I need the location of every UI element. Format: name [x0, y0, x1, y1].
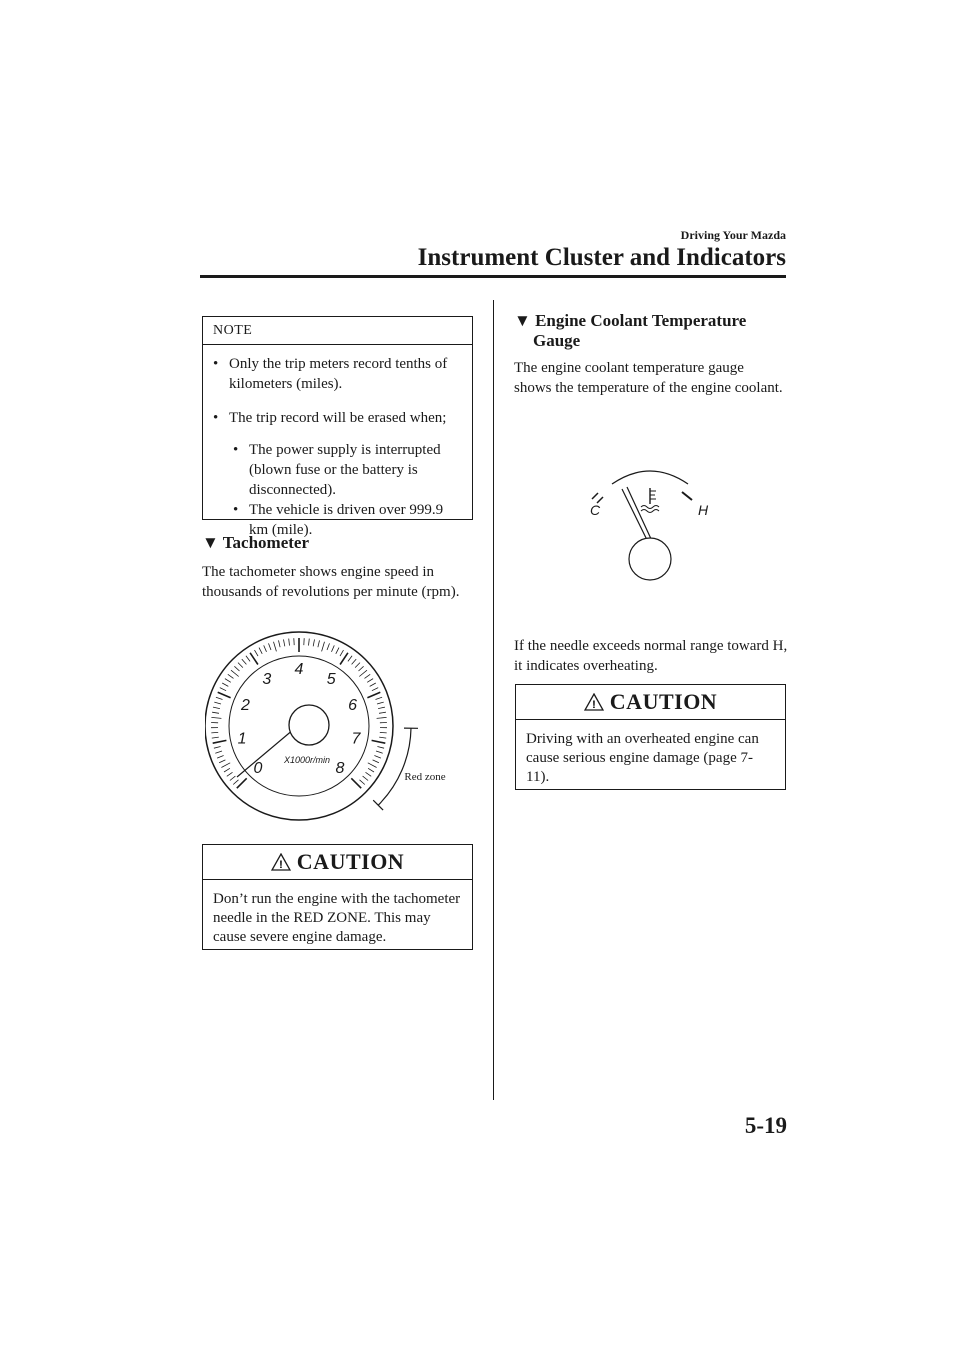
bullet-mark: •	[213, 356, 219, 372]
tachometer-tick	[214, 702, 221, 704]
tachometer-number: 1	[237, 730, 247, 748]
tachometer-heading-text: Tachometer	[222, 533, 310, 552]
section-label: Driving Your Mazda	[680, 228, 786, 242]
caution-box	[202, 844, 473, 950]
tachometer-tick	[230, 776, 236, 780]
warning-symbol: !	[591, 699, 596, 711]
tachometer-tick	[318, 640, 320, 647]
tachometer-tick	[211, 717, 221, 718]
hot-tick	[682, 492, 692, 500]
tachometer-tick	[227, 772, 233, 776]
caution-text: Driving with an overheated engine can cause serious engine damage (page 7-11).	[526, 731, 759, 785]
tachometer-tick	[340, 650, 344, 656]
note-subitem-text: The vehicle is driven over 999.9 km (mile).	[249, 502, 444, 538]
note-item	[203, 408, 466, 428]
tachometer-tick	[216, 697, 223, 699]
warning-triangle-icon	[584, 693, 604, 711]
tachometer-tick	[234, 666, 239, 671]
tachometer-tick	[359, 666, 364, 671]
note-item-text: Only the trip meters record tenths of kilometers (miles).	[229, 356, 448, 392]
tachometer-tick	[379, 712, 386, 713]
tachometer-tick	[336, 648, 339, 654]
hot-label: H	[698, 502, 709, 518]
tachometer-tick	[378, 707, 385, 709]
tachometer-number: 3	[262, 670, 272, 688]
tachometer-tick	[213, 740, 227, 743]
sub-bullet-mark: •	[233, 442, 239, 458]
tachometer-tick	[367, 692, 380, 697]
tachometer-tick	[377, 747, 384, 749]
tachometer-tick	[225, 679, 231, 683]
caution-header	[203, 845, 472, 880]
tachometer-tick	[348, 656, 352, 662]
tachometer-tick	[289, 639, 290, 646]
coolant-needle	[622, 489, 648, 542]
coolant-needle	[627, 487, 652, 541]
tachometer-tick	[264, 645, 267, 651]
tachometer-tick	[212, 737, 219, 738]
tachometer-tick	[214, 747, 221, 749]
cold-label: C	[590, 502, 601, 518]
tachometer-tick	[366, 772, 372, 776]
tachometer-number: 4	[294, 661, 304, 678]
tachometer-number: 8	[335, 760, 345, 777]
tachometer-tick	[309, 639, 310, 646]
overheat-text: If the needle exceeds normal range toward H, it indicates overheating.	[514, 638, 788, 674]
coolant-heading	[514, 311, 774, 351]
tachometer-tick	[218, 692, 231, 697]
bullet-mark: •	[213, 410, 219, 426]
tachometer-tick	[212, 712, 219, 713]
tachometer-tick	[279, 640, 281, 647]
tachometer-tick	[368, 768, 374, 772]
tachometer-number: 5	[326, 670, 336, 688]
coolant-gauge-arc	[612, 471, 688, 484]
tachometer-tick	[380, 732, 387, 733]
tachometer-tick	[355, 663, 360, 668]
caution-header	[516, 685, 785, 720]
tachometer-illustration	[205, 630, 475, 830]
column-divider	[493, 300, 494, 1100]
tachometer-tick	[219, 760, 225, 763]
tachometer-tick	[255, 650, 259, 656]
tachometer-heading	[202, 533, 309, 553]
coolant-description: The engine coolant temperature gauge shows the temperature of the engine coolant.	[514, 360, 783, 396]
note-subitem	[203, 440, 466, 500]
tachometer-tick	[372, 688, 378, 691]
warning-triangle-icon	[271, 853, 291, 871]
caution-title: CAUTION	[609, 689, 718, 714]
tachometer-number: 6	[348, 696, 358, 714]
section-marker-icon: ▼	[202, 533, 219, 552]
tachometer-tick	[246, 656, 250, 662]
tachometer-tick	[322, 642, 325, 652]
tachometer-tick	[377, 717, 387, 718]
warning-symbol: !	[278, 859, 283, 871]
tachometer-number: 0	[253, 760, 263, 777]
caution-text: Don’t run the engine with the tachometer needle in the RED ZONE. This may cause severe engine damage.	[213, 891, 461, 945]
header-rule	[200, 275, 786, 278]
tachometer-tick	[231, 670, 239, 676]
page-title: Instrument Cluster and Indicators	[417, 244, 786, 271]
tachometer-tick	[222, 683, 228, 686]
coolant-gauge-hub	[629, 538, 671, 580]
tachometer-tick	[360, 780, 365, 785]
tachometer-tick	[377, 702, 384, 704]
tachometer-tick	[221, 763, 230, 768]
note-title: NOTE	[203, 317, 472, 345]
tachometer-tick	[217, 756, 224, 759]
note-item	[203, 354, 466, 394]
tachometer-tick	[211, 732, 218, 733]
coolant-temperature-icon	[641, 488, 659, 513]
note-subitem-text: The power supply is interrupted (blown fuse or the battery is disconnected).	[249, 442, 441, 498]
cold-tick	[592, 493, 598, 499]
tachometer-tick	[359, 670, 367, 676]
coolant-gauge-illustration	[570, 462, 730, 587]
tachometer-unit-label: X1000r/min	[283, 755, 331, 765]
tachometer-tick	[363, 776, 369, 780]
tachometer-tick	[376, 751, 383, 753]
coolant-heading-line2: Gauge	[533, 331, 581, 350]
tachometer-tick	[352, 659, 357, 664]
coolant-heading-line1: Engine Coolant Temperature	[535, 311, 747, 330]
tachometer-tick	[367, 679, 373, 683]
note-item-text: The trip record will be erased when;	[229, 410, 447, 426]
tachometer-tick	[370, 683, 376, 686]
tachometer-tick	[368, 763, 377, 768]
section-marker-icon: ▼	[514, 311, 531, 330]
tachometer-tick	[233, 780, 238, 785]
tachometer-tick	[365, 674, 371, 678]
caution-title: CAUTION	[296, 849, 405, 874]
sub-bullet-mark: •	[233, 502, 239, 518]
tachometer-number: 2	[240, 696, 250, 714]
tachometer-tick	[238, 663, 243, 668]
note-body	[203, 345, 472, 540]
tachometer-tick	[215, 751, 222, 753]
tachometer-tick	[259, 648, 262, 654]
note-box	[202, 316, 473, 538]
tachometer-tick	[376, 697, 383, 699]
red-zone-label: Red zone	[404, 771, 446, 783]
tachometer-tick	[372, 740, 386, 743]
tachometer-description: The tachometer shows engine speed in thousands of revolutions per minute (rpm).	[202, 564, 460, 600]
tachometer-tick	[284, 639, 285, 646]
tachometer-tick	[274, 642, 277, 652]
tachometer-hub	[289, 705, 329, 745]
tachometer-tick	[228, 674, 234, 678]
page-number: 5-19	[744, 1113, 787, 1138]
tachometer-tick	[332, 645, 335, 651]
tachometer-number: 7	[351, 730, 361, 748]
tachometer-tick	[374, 756, 381, 759]
tachometer-tick	[220, 688, 226, 691]
tachometer-tick	[269, 643, 272, 650]
tachometer-tick	[242, 659, 247, 664]
tachometer-tick	[313, 639, 314, 646]
caution-box	[515, 684, 786, 790]
tachometer-tick	[379, 737, 386, 738]
tachometer-tick	[373, 760, 379, 763]
tachometer-tick	[327, 643, 330, 650]
tachometer-tick	[224, 768, 230, 772]
tachometer-tick	[213, 707, 220, 709]
